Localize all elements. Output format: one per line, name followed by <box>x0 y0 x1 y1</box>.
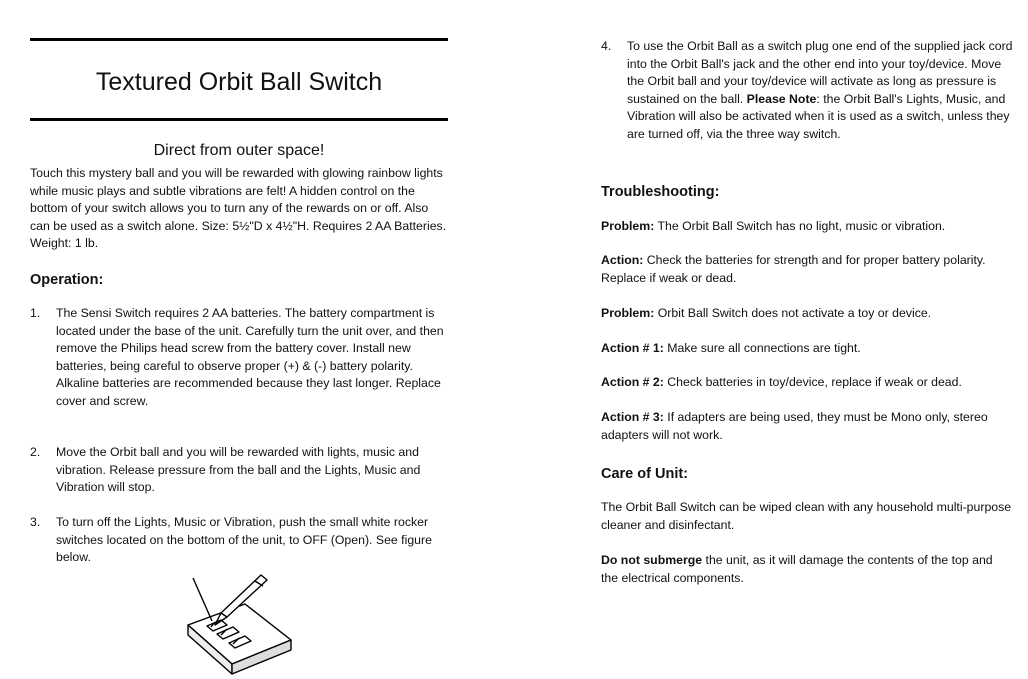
subtitle: Direct from outer space! <box>153 142 325 159</box>
list-item <box>30 305 448 410</box>
list-item <box>601 38 1013 143</box>
entry-text: The Orbit Ball Switch has no light, music or vibration. <box>654 219 946 233</box>
list-item <box>30 514 448 567</box>
entry-label: Problem: <box>601 306 655 320</box>
list-item <box>30 444 448 497</box>
operation-heading: Operation: <box>30 272 104 288</box>
item-number: 1. <box>30 306 41 320</box>
intro-paragraph: Touch this mystery ball and you will be rewarded with glowing rainbow lights while music plays and subtle vibrations are felt! A hidden control on the bottom of your switch allows you to turn any of the rewards on or off. Also can be used as a switch alone. Size: 5½"D x 4½"H. Requires 2 AA Batteries. Weight: 1 lb. <box>30 166 447 250</box>
care-heading: Care of Unit: <box>601 466 688 482</box>
entry-label: Problem: <box>601 219 655 233</box>
trouble-entry <box>601 340 1013 358</box>
please-note-label: Please Note <box>746 91 817 106</box>
switch-figure-illustration <box>185 573 295 677</box>
warning-text: the unit, as it will damage the contents of the top and the electrical components. <box>601 553 993 585</box>
entry-text: Make sure all connections are tight. <box>663 341 861 355</box>
entry-label: Action # 3: <box>601 410 664 424</box>
bottom-rule <box>30 118 448 121</box>
operation-list-continued <box>601 38 1013 143</box>
item-number: 2. <box>30 445 41 459</box>
entry-label: Action: <box>601 253 644 267</box>
operation-list <box>30 514 448 567</box>
document-title: Textured Orbit Ball Switch <box>95 68 383 96</box>
entry-text: Orbit Ball Switch does not activate a toy or device. <box>654 306 932 320</box>
trouble-entry <box>601 252 1013 287</box>
trouble-entry <box>601 374 1013 392</box>
top-rule <box>30 38 448 41</box>
item-text-note: : the Orbit Ball's Lights, Music, and Vibration will also be activated when it is used as a switch, unless they are turned off, via the three way switch. <box>627 91 1010 141</box>
care-warning-paragraph <box>601 552 1013 587</box>
troubleshooting-heading: Troubleshooting: <box>601 184 720 200</box>
item-text: To turn off the Lights, Music or Vibration, push the small white rocker switches located on the bottom of the unit, to OFF (Open). See figure below. <box>56 515 432 564</box>
care-paragraph: The Orbit Ball Switch can be wiped clean with any household multi-purpose cleaner and disinfectant. <box>601 500 1012 532</box>
item-text: The Sensi Switch requires 2 AA batteries. The battery compartment is located under the base of the unit. Carefully turn the unit over, and then remove the Philips head screw from the battery cover. Install new batteries, being careful to observe proper (+) & (-) battery polarity. Alkaline batteries are recommended because they last longer. Replace cover and screw. <box>56 306 444 408</box>
operation-list <box>30 444 448 497</box>
item-number: 4. <box>601 39 612 53</box>
entry-text: If adapters are being used, they must be Mono only, stereo adapters will not work. <box>601 410 988 442</box>
entry-text: Check the batteries for strength and for proper battery polarity. Replace if weak or dead. <box>601 253 986 285</box>
entry-label: Action # 1: <box>601 341 664 355</box>
trouble-entry <box>601 305 1013 323</box>
item-text <box>627 38 1013 143</box>
trouble-entry <box>601 409 1013 444</box>
trouble-entry <box>601 218 1013 236</box>
item-number: 3. <box>30 515 41 529</box>
entry-text: Check batteries in toy/device, replace if weak or dead. <box>663 375 962 389</box>
operation-list <box>30 305 448 410</box>
warning-label: Do not submerge <box>601 553 703 567</box>
item-text-main: To use the Orbit Ball as a switch plug one end of the supplied jack cord into the Orbit Ball's jack and the other end into your toy/device. Move the Orbit ball and your toy/device will activate as long as pressure is sustained on the ball. <box>627 39 1013 106</box>
entry-label: Action # 2: <box>601 375 664 389</box>
item-text: Move the Orbit ball and you will be rewarded with lights, music and vibration. Release pressure from the ball and the Lights, Music and Vibration will stop. <box>56 445 421 494</box>
